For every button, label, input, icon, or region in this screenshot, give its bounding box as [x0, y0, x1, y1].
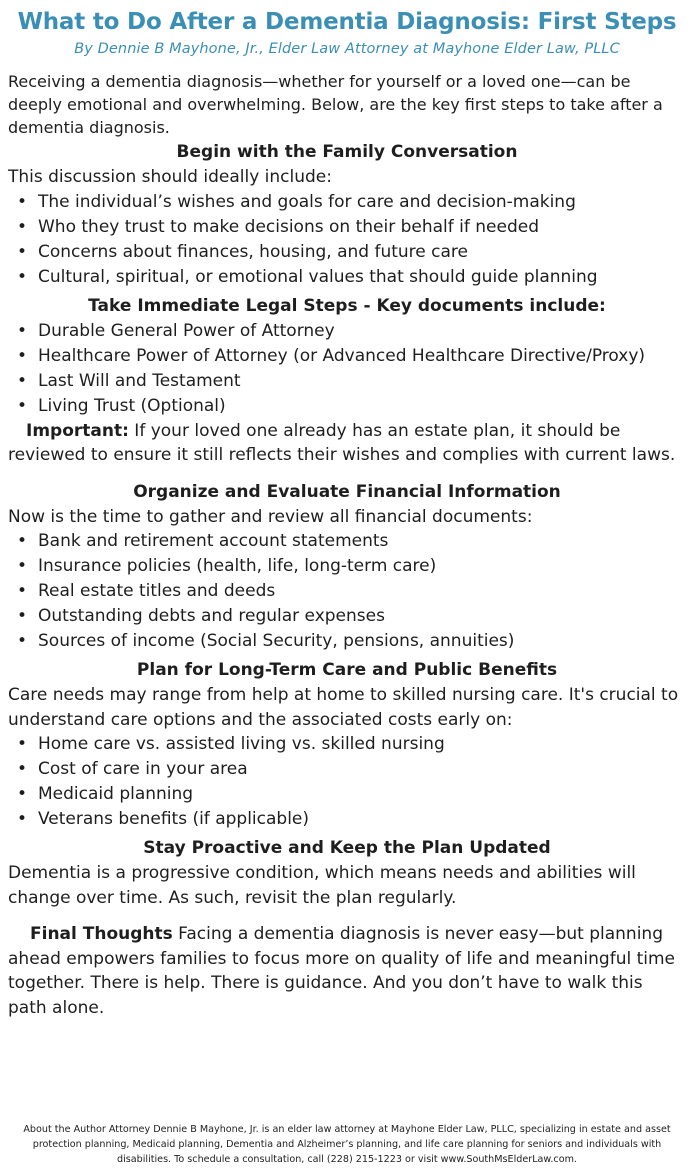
- section-heading: Take Immediate Legal Steps - Key documents include:: [88, 295, 606, 316]
- list-item-text: Real estate titles and deeds: [38, 581, 276, 601]
- bullet-icon: •: [17, 581, 28, 601]
- important-text: If your loved one already has an estate plan, it should be reviewed to ensure it still reflects their wishes and complies with current laws.: [8, 420, 676, 465]
- section-proactive: [8, 836, 686, 910]
- article-title: What to Do After a Dementia Diagnosis: First Steps: [17, 9, 677, 35]
- list-item: [8, 529, 686, 554]
- about-author: About the Author Attorney Dennie B Mayhone, Jr. is an elder law attorney at Mayhone Elder Law, PLLC, specializing in estate and asset protection planning, Medicaid planning, Dementia and Alzheimer’s planning, and life care planning for seniors and individuals with disabilities. To schedule a consultation, call (228) 215-1223 or visit www.SouthMsElderLaw.com.: [23, 1124, 671, 1165]
- list-item: [8, 732, 686, 757]
- list-item-text: Home care vs. assisted living vs. skilled nursing: [38, 734, 445, 754]
- list-item-text: Cultural, spiritual, or emotional values that should guide planning: [38, 266, 598, 287]
- section-family: [8, 140, 686, 290]
- list-item: [8, 394, 686, 419]
- bullet-icon: •: [17, 266, 28, 287]
- list-item: [8, 265, 686, 290]
- list-item: [8, 604, 686, 629]
- bullet-icon: •: [17, 241, 28, 262]
- list-item-text: Medicaid planning: [38, 784, 194, 804]
- list-item-text: Veterans benefits (if applicable): [38, 809, 310, 829]
- list-item-text: Healthcare Power of Attorney (or Advanced Healthcare Directive/Proxy): [38, 345, 646, 366]
- bullet-icon: •: [17, 395, 28, 416]
- bullet-icon: •: [17, 784, 28, 804]
- list-item-text: Sources of income (Social Security, pensions, annuities): [38, 631, 515, 651]
- article-byline: By Dennie B Mayhone, Jr., Elder Law Attorney at Mayhone Elder Law, PLLC: [74, 41, 620, 57]
- bullet-icon: •: [17, 759, 28, 779]
- section-lead: Now is the time to gather and review all financial documents:: [8, 506, 533, 527]
- important-label: Important:: [26, 420, 129, 441]
- bullet-list: [8, 529, 686, 654]
- bullet-list: [8, 319, 686, 419]
- list-item: [8, 319, 686, 344]
- list-item: [8, 554, 686, 579]
- list-item-text: Concerns about finances, housing, and future care: [38, 241, 468, 262]
- list-item: [8, 807, 686, 832]
- important-note: [8, 419, 686, 468]
- list-item: [8, 782, 686, 807]
- list-item-text: Living Trust (Optional): [38, 395, 226, 416]
- bullet-list: [8, 732, 686, 832]
- intro-paragraph: Receiving a dementia diagnosis—whether for yourself or a loved one—can be deeply emotional and overwhelming. Below, are the key first steps to take after a dementia diagnosis.: [8, 72, 663, 137]
- section-heading: Organize and Evaluate Financial Information: [133, 481, 561, 502]
- section-financial: [8, 480, 686, 655]
- list-item-text: Insurance policies (health, life, long-term care): [38, 556, 437, 576]
- bullet-icon: •: [17, 216, 28, 237]
- bullet-icon: •: [17, 370, 28, 391]
- list-item-text: Durable General Power of Attorney: [38, 320, 335, 341]
- section-text: Dementia is a progressive condition, which means needs and abilities will change over time. As such, revisit the plan regularly.: [8, 863, 636, 908]
- list-item: [8, 629, 686, 654]
- list-item: [8, 757, 686, 782]
- section-lead: This discussion should ideally include:: [8, 167, 332, 187]
- bullet-icon: •: [17, 809, 28, 829]
- bullet-icon: •: [17, 734, 28, 754]
- section-legal: [8, 294, 686, 468]
- section-care: [8, 658, 686, 832]
- bullet-icon: •: [17, 531, 28, 551]
- list-item: [8, 240, 686, 265]
- list-item: [8, 344, 686, 369]
- list-item: [8, 215, 686, 240]
- bullet-icon: •: [17, 606, 28, 626]
- list-item-text: Last Will and Testament: [38, 370, 241, 391]
- final-text: Facing a dementia diagnosis is never easy—but planning ahead empowers families to focus more on quality of life and meaningful time together. There is help. There is guidance. And you don’t have to walk this path alone.: [8, 924, 676, 1018]
- final-label: Final Thoughts: [30, 924, 173, 944]
- list-item-text: Outstanding debts and regular expenses: [38, 606, 385, 626]
- list-item: [8, 579, 686, 604]
- bullet-list: [8, 190, 686, 290]
- section-heading: Plan for Long-Term Care and Public Benefits: [136, 660, 558, 680]
- section-lead: Care needs may range from help at home to skilled nursing care. It's crucial to understand care options and the associated costs early on:: [8, 685, 679, 730]
- list-item-text: Who they trust to make decisions on their behalf if needed: [38, 216, 539, 237]
- list-item-text: The individual’s wishes and goals for care and decision-making: [38, 191, 576, 212]
- section-heading: Stay Proactive and Keep the Plan Updated: [143, 838, 551, 858]
- bullet-icon: •: [17, 631, 28, 651]
- list-item-text: Bank and retirement account statements: [38, 531, 389, 551]
- section-heading: Begin with the Family Conversation: [176, 142, 518, 162]
- bullet-icon: •: [17, 191, 28, 212]
- list-item-text: Cost of care in your area: [38, 759, 248, 779]
- final-thoughts: [8, 922, 686, 1020]
- bullet-icon: •: [17, 320, 28, 341]
- bullet-icon: •: [17, 345, 28, 366]
- list-item: [8, 190, 686, 215]
- list-item: [8, 369, 686, 394]
- bullet-icon: •: [17, 556, 28, 576]
